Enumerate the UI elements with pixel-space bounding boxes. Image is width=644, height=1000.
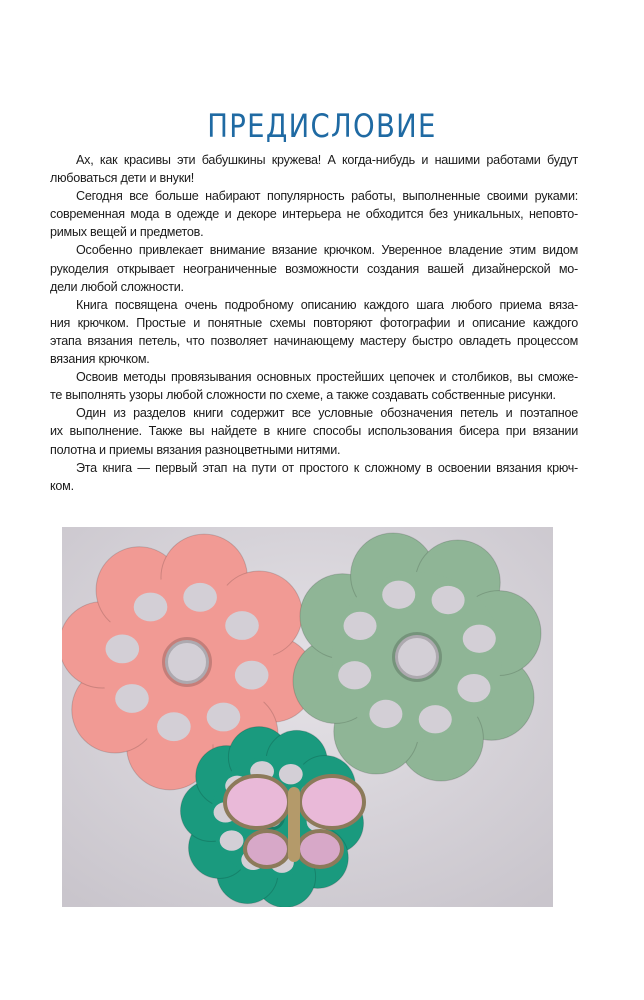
paragraph — [50, 404, 578, 458]
text-line: римых вещей и предметов. — [50, 225, 204, 240]
paragraph — [50, 241, 578, 295]
text-line: вязания крючком. — [50, 352, 150, 367]
paragraph — [50, 459, 578, 495]
paragraph — [50, 187, 578, 241]
text-line: те выполнять узоры любой сложности по схеме, а также создавать собственные рисунки. — [50, 388, 556, 403]
text-line: Сегодня все больше набирают популярность работы, выполненные своими руками: — [76, 189, 578, 204]
text-line: их выполнение. Также вы найдете в книге способы использования бисера при вязании — [50, 424, 578, 439]
text-line: Ах, как красивы эти бабушкины кружева! А когда-нибудь и нашими работами будут — [76, 153, 578, 167]
text-line: Один из разделов книги содержит все условные обозначения петель и поэтапное — [76, 406, 578, 421]
paragraph — [50, 296, 578, 368]
crochet-flowers-photo — [62, 527, 553, 907]
text-line: рукоделия открывает неограниченные возможности создания вашей дизайнерской мо- — [50, 261, 578, 276]
text-line: ния крючком. Простые и понятные схемы повторяют фотографии и описание каждого — [50, 315, 578, 330]
preface-text — [50, 151, 578, 495]
text-line: Книга посвящена очень подробному описанию каждого шага любого приема вяза- — [76, 297, 578, 312]
text-line: ком. — [50, 478, 74, 493]
butterfly-brooch — [225, 776, 364, 867]
text-line: Особенно привлекает внимание вязание крючком. Уверенное владение этим видом — [76, 243, 578, 258]
paragraph — [50, 151, 578, 187]
page-title: ПРЕДИСЛОВИЕ — [207, 107, 437, 146]
text-line: Эта книга — первый этап на пути от простого к сложному в освоении вязания крюч- — [76, 460, 578, 475]
text-line: полотна и приемы вязания разноцветными нитями. — [50, 442, 341, 457]
text-line: дели любой сложности. — [50, 279, 184, 294]
text-line: современная мода в одежде и декоре интерьера не обходится без уникальных, неповто- — [50, 207, 578, 222]
text-line: любоваться дети и внуки! — [50, 171, 194, 186]
text-line: Освоив методы провязывания основных простейших цепочек и столбиков, вы сможе- — [76, 370, 578, 385]
paragraph — [50, 368, 578, 404]
text-line: этапа вязания петель, что позволяет начинающему мастеру быстро овладеть процессом — [50, 333, 578, 348]
